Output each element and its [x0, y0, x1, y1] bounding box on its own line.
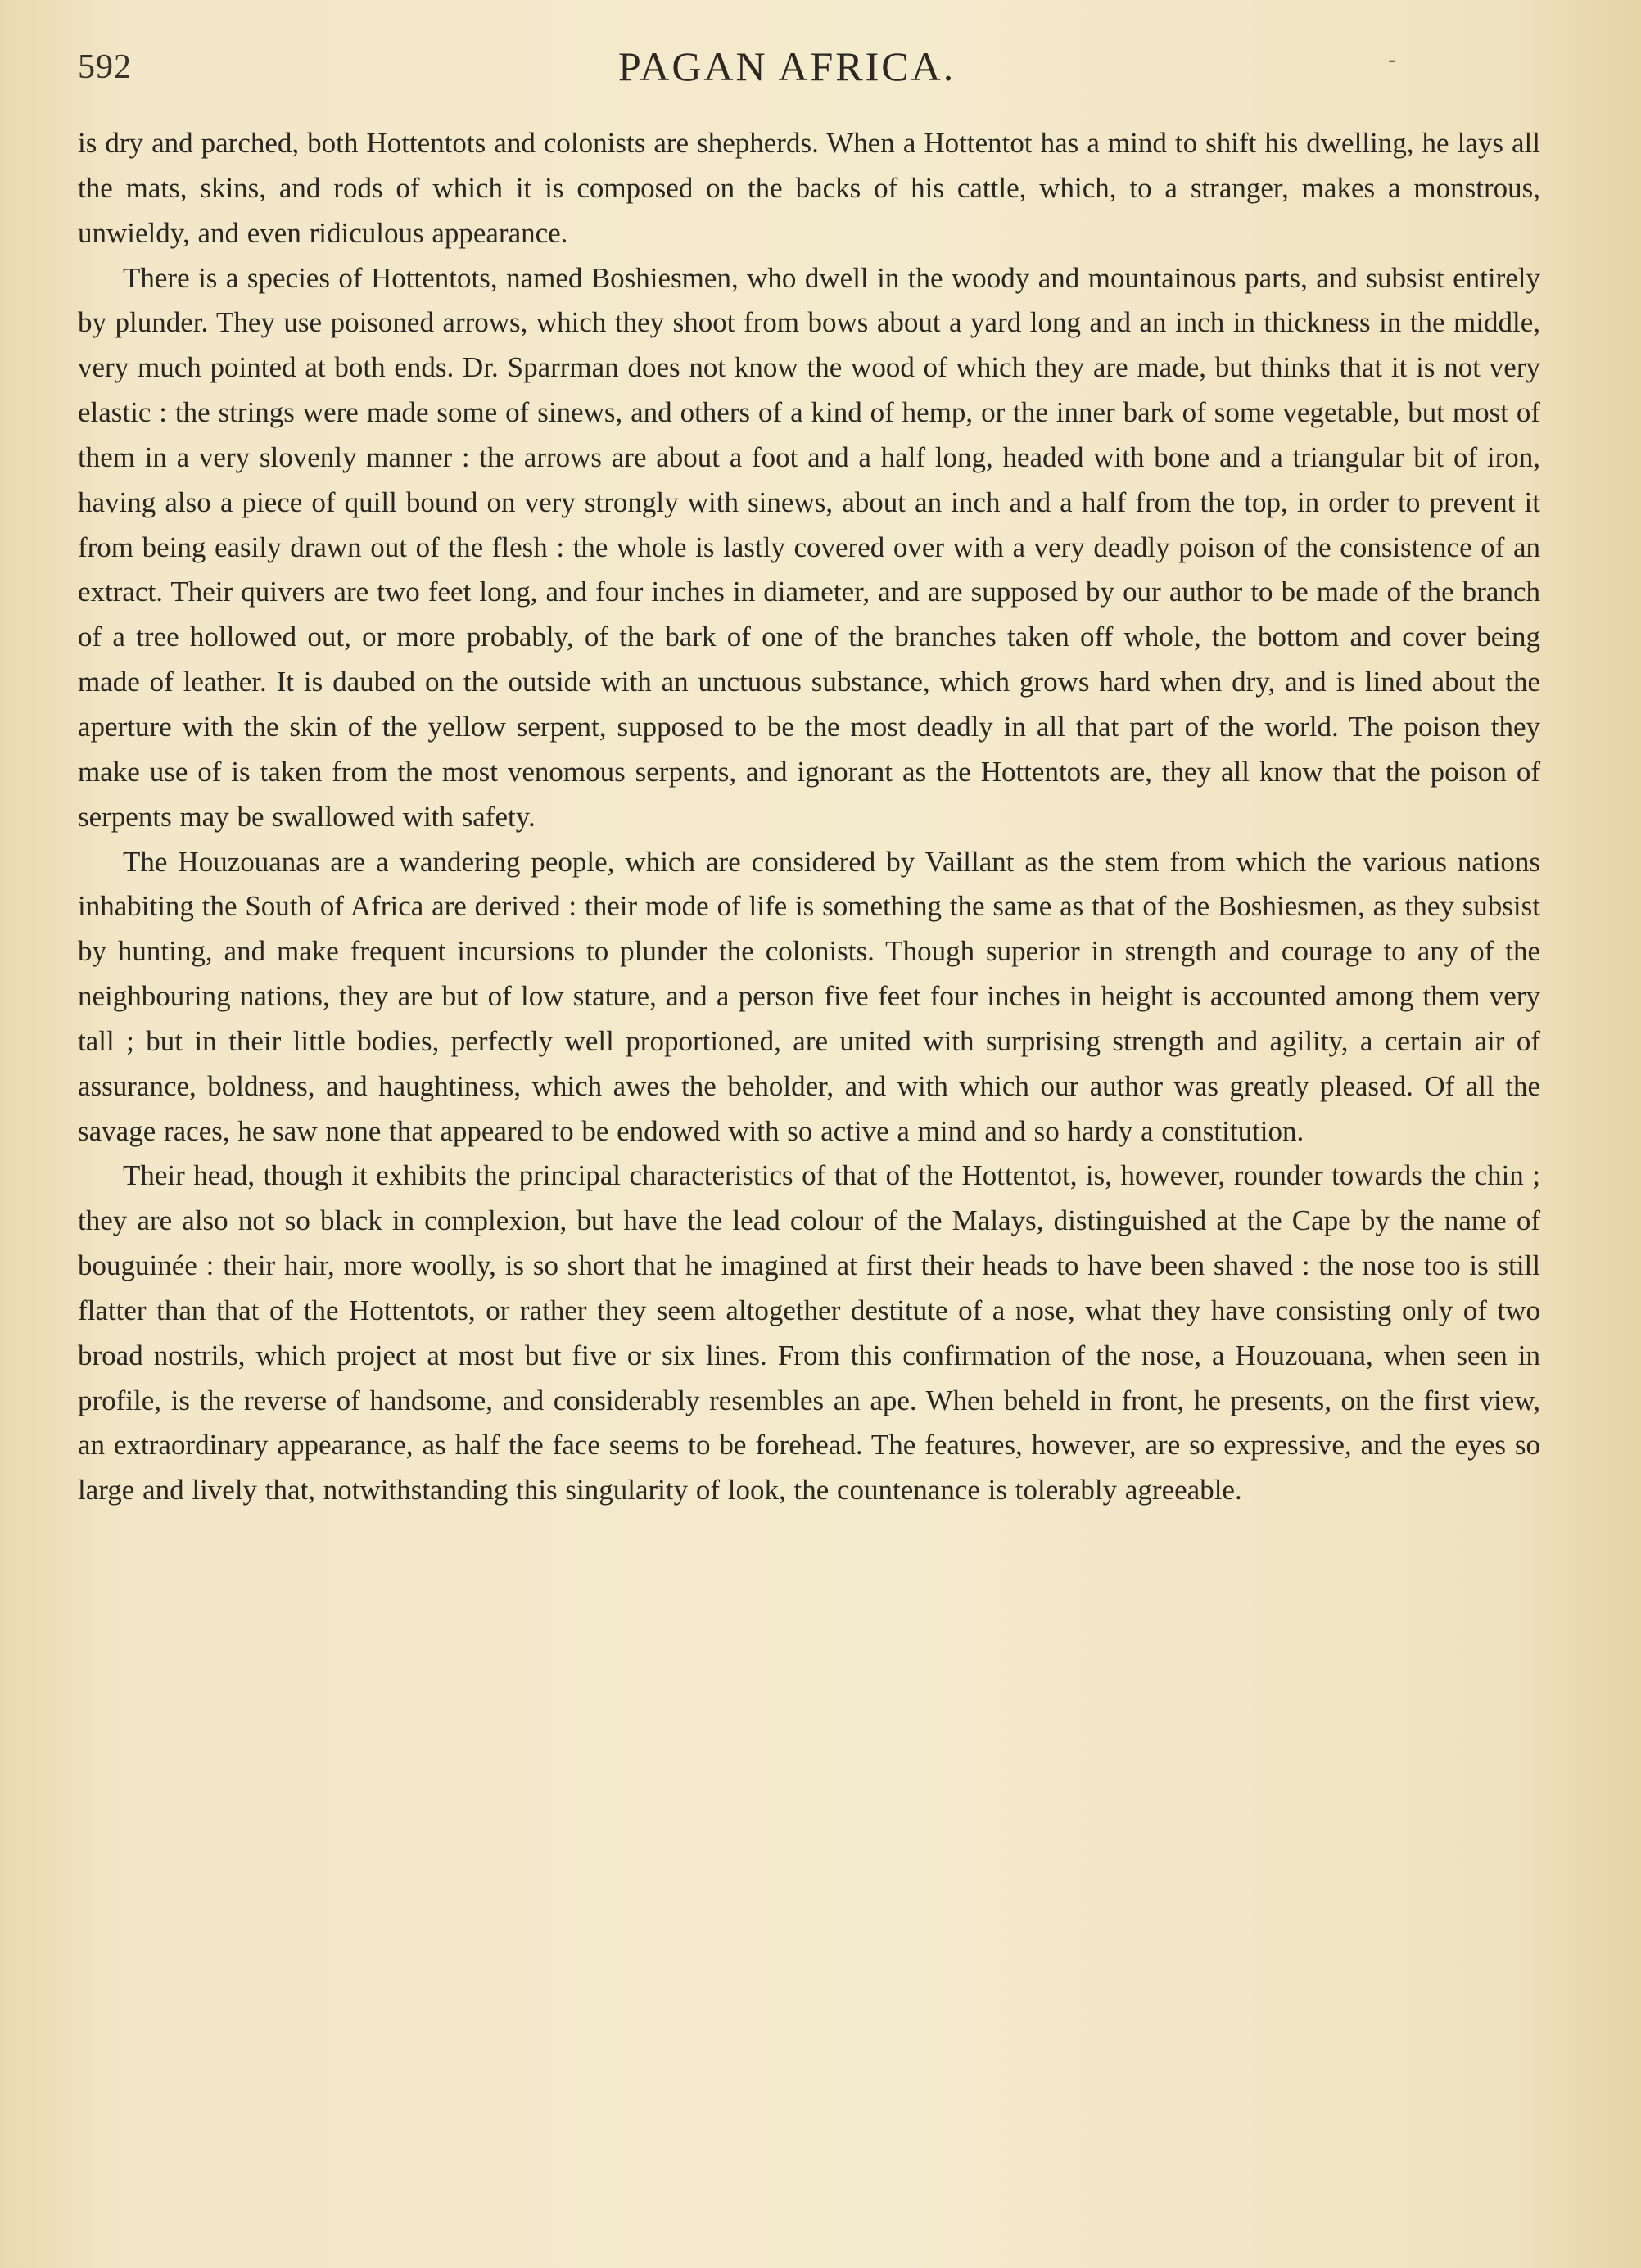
- page-header: [78, 43, 1552, 92]
- paragraph-1: is dry and parched, both Hottentots and colonists are shepherds. When a Hottentot has a mind to shift his dwelling, he lays all the mats, skins, and rods of which it is composed on the backs of his cattle, which, to a stranger, makes a monstrous, unwieldy, and even ridiculous appearance.: [78, 127, 1540, 249]
- body-text: [78, 121, 1540, 1513]
- header-mark: -: [1388, 46, 1397, 75]
- paragraph-2: There is a species of Hottentots, named Boshiesmen, who dwell in the woody and mountainous parts, and subsist entirely by plunder. They use poisoned arrows, which they shoot from bows about a yard long and an inch in thickness in the middle, very much pointed at both ends. Dr. Sparrman does not know the wood of which they are made, but thinks that it is not very elastic : the strings were made some of sinews, and others of a kind of hemp, or the inner bark of some vegetable, but most of them in a very slovenly manner : the arrows are about a foot and a half long, headed with bone and a triangular bit of iron, having also a piece of quill bound on very strongly with sinews, about an inch and a half from the top, in order to prevent it from being easily drawn out of the flesh : the whole is lastly covered over with a very deadly poison of the consistence of an extract. Their quivers are two feet long, and four inches in diameter, and are supposed by our author to be made of the branch of a tree hollowed out, or more probably, of the bark of one of the branches taken off whole, the bottom and cover being made of leather. It is daubed on the outside with an unctuous substance, which grows hard when dry, and is lined about the aperture with the skin of the yellow serpent, supposed to be the most deadly in all that part of the world. The poison they make use of is taken from the most venomous serpents, and ignorant as the Hottentots are, they all know that the poison of serpents may be swallowed with safety.: [78, 261, 1540, 833]
- running-head: PAGAN AFRICA.: [618, 43, 956, 89]
- page-number: 592: [78, 48, 132, 86]
- paragraph-3: The Houzouanas are a wandering people, which are considered by Vaillant as the stem from which the various nations inhabiting the South of Africa are derived : their mode of life is something the same as that of the Boshiesmen, as they subsist by hunting, and make frequent incursions to plunder the colonists. Though superior in strength and courage to any of the neighbouring nations, they are but of low stature, and a person five feet four inches in height is accounted among them very tall ; but in their little bodies, perfectly well proportioned, are united with surprising strength and agility, a certain air of assurance, boldness, and haughtiness, which awes the beholder, and with which our author was greatly pleased. Of all the savage races, he saw none that appeared to be endowed with so active a mind and so hardy a constitution.: [78, 845, 1540, 1147]
- paragraph-4: Their head, though it exhibits the principal characteristics of that of the Hottentot, is, however, rounder towards the chin ; they are also not so black in complexion, but have the lead colour of the Malays, distinguished at the Cape by the name of bouguinée : their hair, more woolly, is so short that he imagined at first their heads to have been shaved : the nose too is still flatter than that of the Hottentots, or rather they seem altogether destitute of a nose, what they have consisting only of two broad nostrils, which project at most but five or six lines. From this confirmation of the nose, a Houzouana, when seen in profile, is the reverse of handsome, and considerably resembles an ape. When beheld in front, he presents, on the first view, an extraordinary appearance, as half the face seems to be forehead. The features, however, are so expressive, and the eyes so large and lively that, notwithstanding this singularity of look, the countenance is tolerably agreeable.: [78, 1159, 1540, 1507]
